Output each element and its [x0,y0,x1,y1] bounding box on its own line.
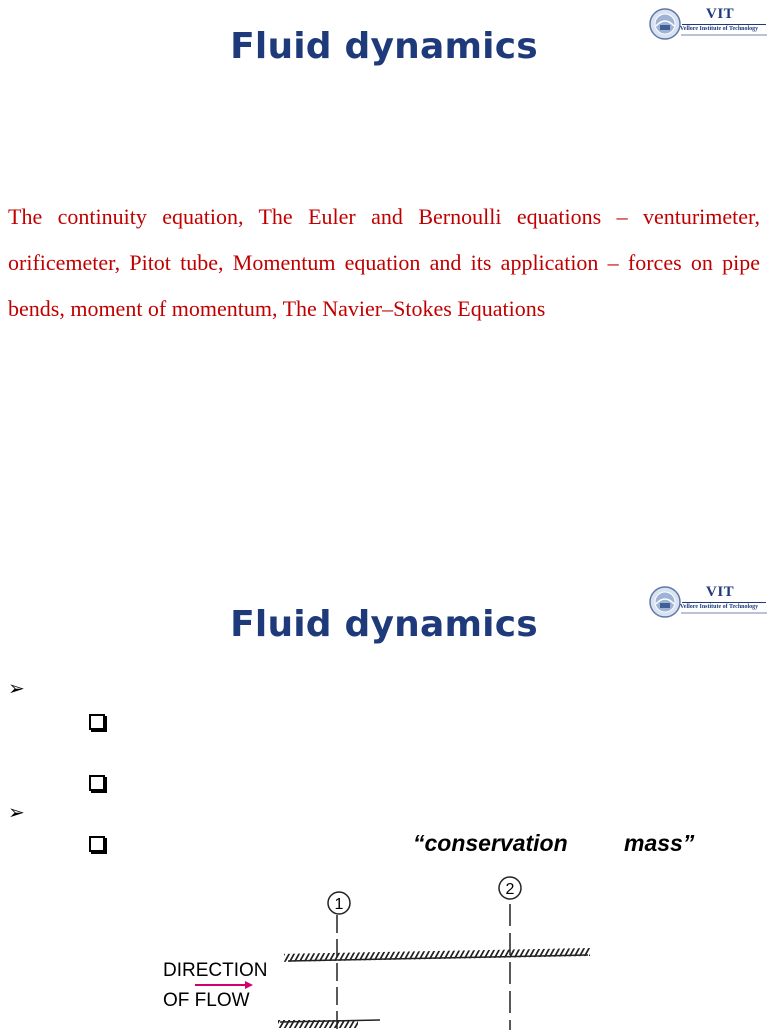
vit-seal-icon [648,585,682,619]
vit-logo [648,584,768,620]
flow-arrow-icon [195,981,253,989]
section-1-label: 1 [334,896,344,913]
arrow-bullet-icon: ➢ [8,802,25,824]
arrow-bullet-icon: ➢ [8,678,25,700]
section-2-label: 2 [505,881,515,898]
checkbox-bullet-icon [89,836,105,852]
emphasis-mass: mass” [624,830,695,856]
upper-pipe-wall [284,948,590,962]
emphasis-conservation: “conservation [413,830,568,856]
vit-logo-name: VIT [706,584,735,600]
direction-label-line1: DIRECTION [163,960,268,981]
slide-title: Fluid dynamics [230,604,538,645]
slide-title: Fluid dynamics [230,26,538,67]
direction-label-line2: OF FLOW [163,990,250,1011]
lower-pipe-wall [278,1020,380,1028]
logo-fine-print [681,34,767,36]
vit-seal-icon [648,7,682,41]
checkbox-bullet-icon [89,775,105,791]
vit-logo-name: VIT [706,6,735,22]
logo-rule [682,602,766,603]
logo-rule [682,24,766,25]
vit-logo-subtitle: Vellore Institute of Technology [680,604,759,610]
vit-logo-subtitle: Vellore Institute of Technology [680,26,759,32]
slide-2 [0,580,768,1024]
syllabus-text: The continuity equation, The Euler and Bernoulli equations – venturimeter, orificemeter, Pitot tube, Momentum equation and its application – forces on pipe bends, moment of momentum, The Navier–Stokes Equations [8,204,760,321]
logo-fine-print [681,612,767,614]
continuity-pipe-figure [160,870,600,1030]
checkbox-bullet-icon [89,714,105,730]
vit-logo [648,6,768,42]
